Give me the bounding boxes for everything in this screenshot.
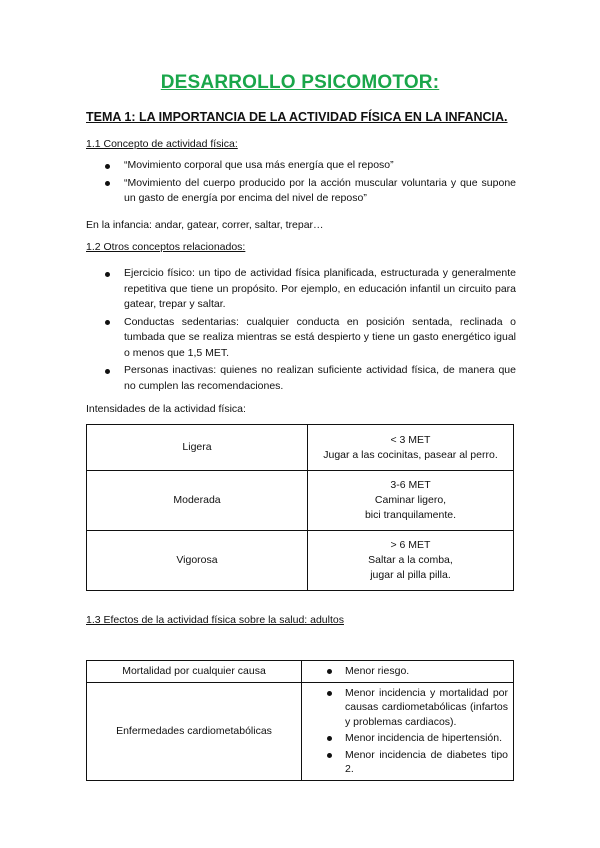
effect-detail — [302, 682, 514, 780]
infancy-note: En la infancia: andar, gatear, correr, saltar, trepar… — [86, 219, 324, 231]
section-1-2-heading: 1.2 Otros conceptos relacionados: — [86, 241, 246, 253]
intensity-detail: > 6 MET Saltar a la comba, jugar al pilla pilla. — [308, 531, 514, 591]
document-title: DESARROLLO PSICOMOTOR: — [160, 72, 440, 93]
list-item: “Movimiento corporal que usa más energía que el reposo” — [100, 158, 516, 174]
concepts-list — [100, 266, 516, 396]
effect-label: Enfermedades cardiometabólicas — [87, 682, 302, 780]
effect-detail — [302, 661, 514, 683]
list-item: Menor incidencia y mortalidad por causas cardiometabólicas (infartos y problemas cardiacos). — [303, 686, 512, 730]
table-row — [87, 471, 514, 531]
definition-list — [100, 158, 516, 209]
intensity-level: Ligera — [87, 425, 308, 471]
table-row — [87, 425, 514, 471]
intensity-detail: 3-6 MET Caminar ligero, bici tranquilamente. — [308, 471, 514, 531]
intensity-level: Moderada — [87, 471, 308, 531]
intensity-detail: < 3 MET Jugar a las cocinitas, pasear al perro. — [308, 425, 514, 471]
list-item: Menor riesgo. — [303, 664, 512, 679]
list-item: Personas inactivas: quienes no realizan suficiente actividad física, de manera que no cumplen las recomendaciones. — [100, 363, 516, 394]
list-item: Ejercicio físico: un tipo de actividad física planificada, estructurada y generalmente repetitiva que tiene un propósito. Por ejemplo, en educación infantil un circuito para gatear, trepar y saltar. — [100, 266, 516, 313]
table-row — [87, 661, 514, 683]
section-1-3-heading: 1.3 Efectos de la actividad física sobre la salud: adultos — [86, 614, 344, 626]
list-item: Menor incidencia de hipertensión. — [303, 731, 512, 746]
intensity-level: Vigorosa — [87, 531, 308, 591]
table-row — [87, 682, 514, 780]
section-1-1-heading: 1.1 Concepto de actividad física: — [86, 138, 238, 150]
list-item: Conductas sedentarias: cualquier conducta en posición sentada, reclinada o tumbada que se realiza mientras se está despierto y tiene un gasto energético igual o menos que 1,5 MET. — [100, 315, 516, 362]
table-row — [87, 531, 514, 591]
intensities-table — [86, 424, 514, 591]
list-item: Menor incidencia de diabetes tipo 2. — [303, 748, 512, 777]
list-item: “Movimiento del cuerpo producido por la acción muscular voluntaria y que supone un gasto de energía por encima del nivel de reposo” — [100, 176, 516, 207]
intensities-label: Intensidades de la actividad física: — [86, 403, 246, 415]
effect-label: Mortalidad por cualquier causa — [87, 661, 302, 683]
tema-heading: TEMA 1: LA IMPORTANCIA DE LA ACTIVIDAD FÍSICA EN LA INFANCIA. — [86, 110, 508, 124]
health-effects-table — [86, 660, 514, 781]
